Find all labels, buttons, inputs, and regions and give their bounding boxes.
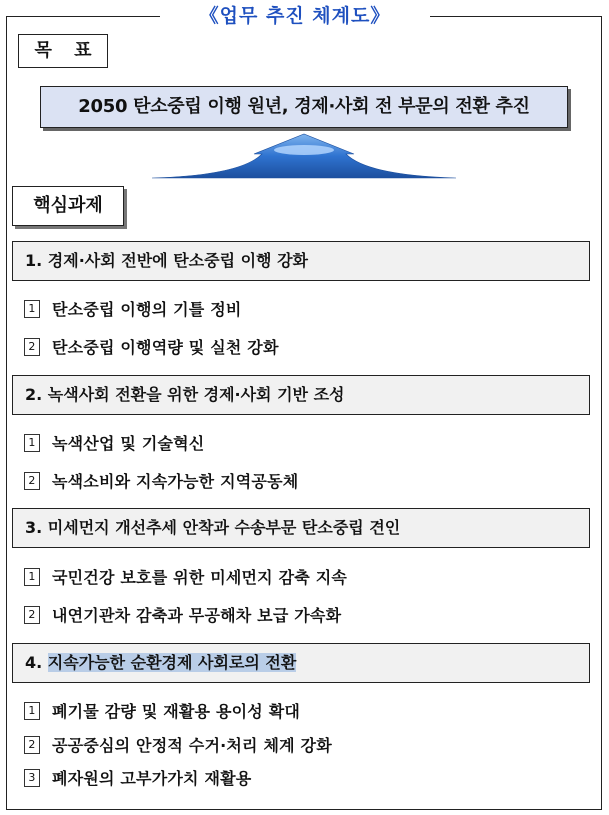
item-number-box: 1 (24, 434, 40, 452)
list-item (24, 336, 279, 360)
item-text: 녹색소비와 지속가능한 지역공동체 (52, 472, 299, 491)
section-title-highlighted: 지속가능한 순환경제 사회로의 전환 (47, 653, 297, 672)
section-title: 녹색사회 전환을 위한 경제·사회 기반 조성 (47, 385, 345, 404)
section-title: 미세먼지 개선추세 안착과 수송부문 탄소중립 견인 (47, 518, 401, 537)
item-number-box: 2 (24, 606, 40, 624)
list-item (24, 700, 300, 724)
section-4-header (12, 643, 590, 683)
list-item (24, 734, 332, 758)
item-number-box: 1 (24, 568, 40, 586)
core-tasks-label: 핵심과제 (12, 186, 124, 226)
list-item (24, 566, 347, 590)
item-text: 국민건강 보호를 위한 미세먼지 감축 지속 (52, 568, 348, 587)
section-number: 2. (25, 385, 43, 404)
item-text: 폐기물 감량 및 재활용 용이성 확대 (52, 702, 301, 721)
item-text: 탄소중립 이행의 기틀 정비 (52, 300, 242, 319)
item-number-box: 2 (24, 472, 40, 490)
item-text: 폐자원의 고부가가치 재활용 (52, 769, 252, 788)
item-number-box: 1 (24, 300, 40, 318)
list-item (24, 767, 251, 791)
section-number: 4. (25, 653, 43, 672)
section-3-header (12, 508, 590, 548)
item-text: 탄소중립 이행역량 및 실천 강화 (52, 338, 279, 357)
list-item (24, 298, 242, 322)
list-item (24, 470, 298, 494)
section-number: 3. (25, 518, 43, 537)
goal-label: 목 표 (18, 34, 108, 68)
diagram-title: 《업무 추진 체계도》 (160, 2, 430, 30)
item-text: 공공중심의 안정적 수거·처리 체계 강화 (52, 736, 332, 755)
list-item (24, 432, 204, 456)
item-number-box: 3 (24, 769, 40, 787)
item-text: 녹색산업 및 기술혁신 (52, 434, 205, 453)
item-number-box: 2 (24, 736, 40, 754)
item-number-box: 2 (24, 338, 40, 356)
item-text: 내연기관차 감축과 무공해차 보급 가속화 (52, 606, 342, 625)
section-number: 1. (25, 251, 43, 270)
goal-statement: 2050 탄소중립 이행 원년, 경제·사회 전 부문의 전환 추진 (40, 86, 568, 128)
up-arrow-icon (150, 132, 458, 180)
list-item (24, 604, 341, 628)
section-1-header (12, 241, 590, 281)
item-number-box: 1 (24, 702, 40, 720)
section-title: 경제·사회 전반에 탄소중립 이행 강화 (47, 251, 308, 270)
section-2-header (12, 375, 590, 415)
